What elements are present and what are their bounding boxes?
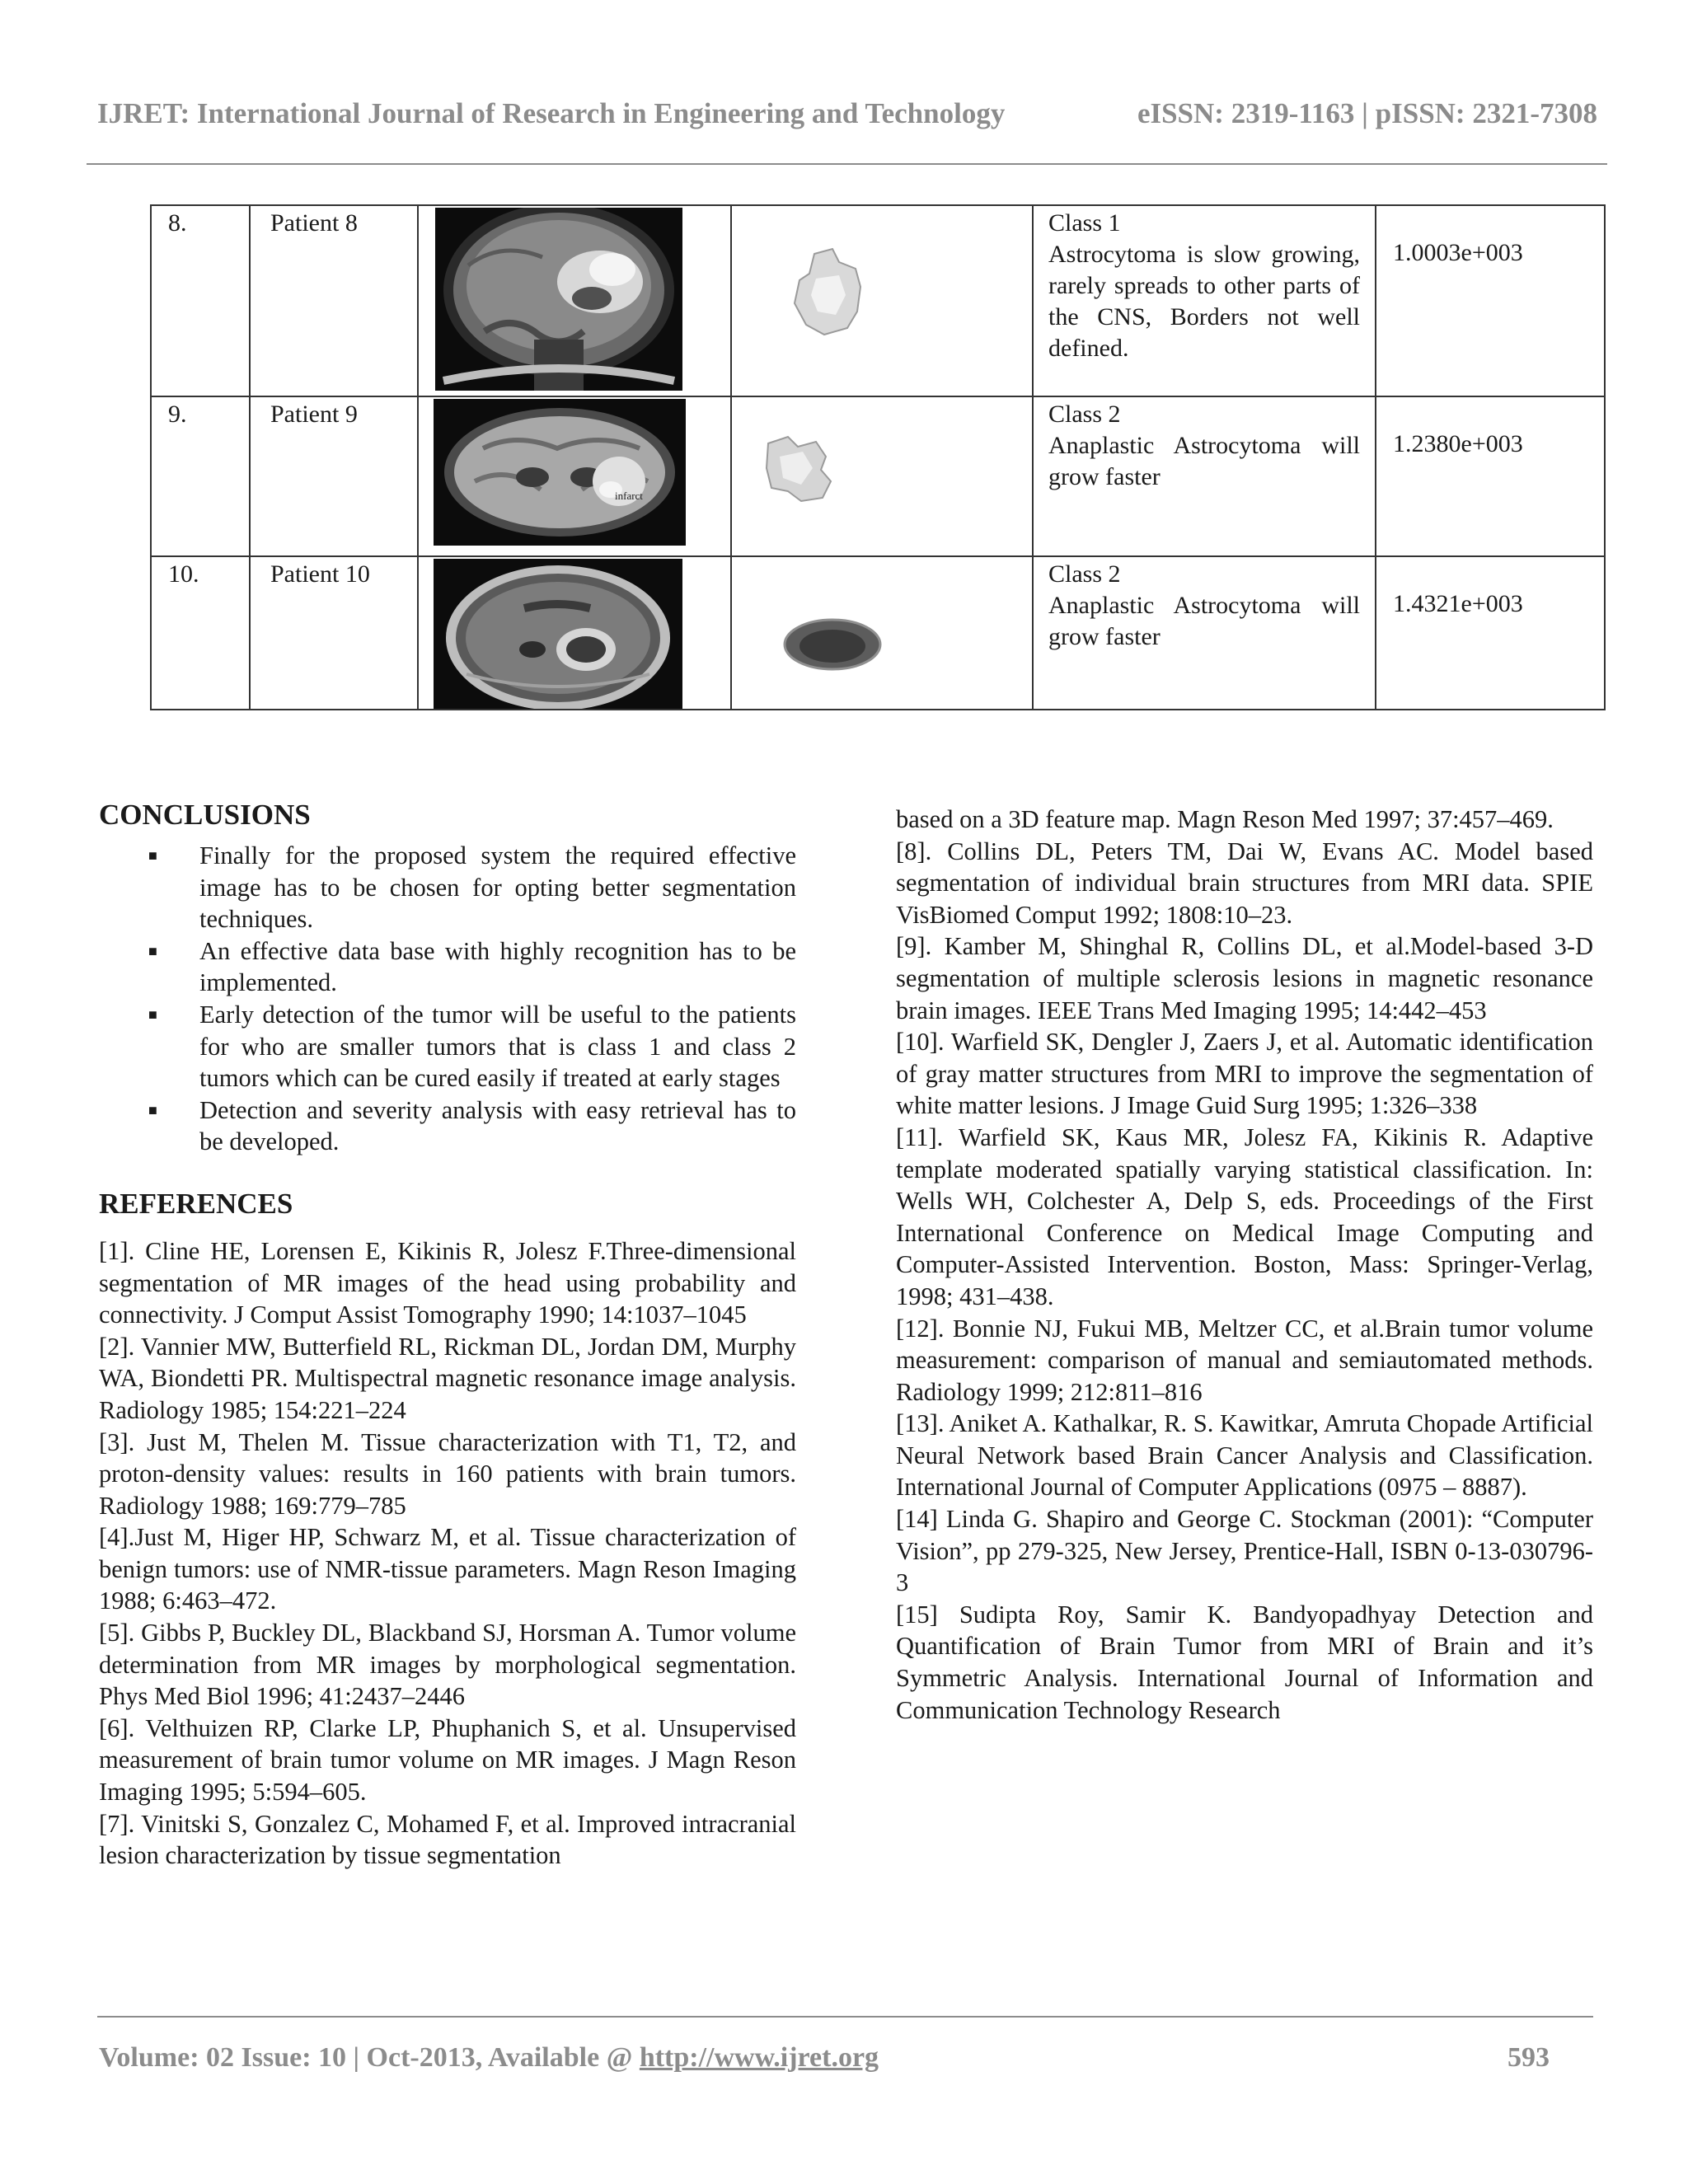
class-label: Class 2 (1048, 560, 1121, 588)
reference-item: [15] Sudipta Roy, Samir K. Bandyopadhyay Detection and Quantification of Brain Tumor from MRI of Brain and it’s Symmetric Analysis. International Journal of Information and Communication Technology Research (896, 1600, 1593, 1724)
row-number: 9. (151, 396, 250, 556)
reference-item: [5]. Gibbs P, Buckley DL, Blackband SJ, Horsman A. Tumor volume determination from MR images by morphological segmentation. Phys Med Biol 1996; 41:2437–2446 (99, 1619, 796, 1711)
reference-item: based on a 3D feature map. Magn Reson Med 1997; 37:457–469. (896, 805, 1554, 833)
row-number: 10. (151, 556, 250, 710)
class-label: Class 2 (1048, 401, 1121, 428)
bullet-icon: ■ (148, 1005, 157, 1023)
mri-overlay-label: infarct (615, 490, 643, 502)
mri-image (434, 559, 682, 709)
reference-item: [10]. Warfield SK, Dengler J, Zaers J, et al. Automatic identification of gray matter structures from MRI to improve the segmentation of white matter lesions. J Image Guid Surg 1995; 1:326–338 (896, 1028, 1593, 1120)
tumor-description (1033, 396, 1376, 556)
conclusions-list (99, 840, 796, 1158)
list-item (99, 840, 796, 935)
mri-cell (418, 396, 731, 556)
footer-divider (97, 2016, 1593, 2018)
list-item (99, 999, 796, 1094)
reference-item: [4].Just M, Higer HP, Schwarz M, et al. Tissue characterization of benign tumors: use of NMR-tissue parameters. Magn Reson Imaging 1988; 6:463–472. (99, 1523, 796, 1615)
reference-item: [7]. Vinitski S, Gonzalez C, Mohamed F, et al. Improved intracranial lesion characterization by tissue segmentation (99, 1809, 796, 1870)
tumor-value: 1.0003e+003 (1376, 205, 1605, 396)
tumor-segment-image (781, 246, 872, 344)
list-item (99, 935, 796, 999)
segmentation-cell (731, 556, 1033, 710)
list-item (99, 1094, 796, 1158)
left-column (99, 797, 796, 1872)
reference-item: [13]. Aniket A. Kathalkar, R. S. Kawitkar, Amruta Chopade Artificial Neural Network based Brain Cancer Analysis and Classification. International Journal of Computer Applications (0975 – 8887). (896, 1409, 1593, 1502)
bullet-text: Detection and severity analysis with easy retrieval has to be developed. (199, 1095, 796, 1156)
reference-item: [9]. Kamber M, Shinghal R, Collins DL, et al.Model-based 3-D segmentation of multiple sclerosis lesions in magnetic resonance brain images. IEEE Trans Med Imaging 1995; 14:442–453 (896, 932, 1593, 1024)
mri-cell (418, 205, 731, 396)
footer-volume-info (99, 2042, 879, 2074)
journal-issn: eISSN: 2319-1163 | pISSN: 2321-7308 (1137, 97, 1597, 129)
results-table (150, 204, 1606, 710)
journal-title: IJRET: International Journal of Research in Engineering and Technology (97, 97, 1006, 129)
bullet-icon: ■ (148, 1101, 157, 1118)
row-number: 8. (151, 205, 250, 396)
class-description: Anaplastic Astrocytoma will grow faster (1048, 592, 1360, 650)
page-number: 593 (1507, 2042, 1550, 2073)
tumor-description (1033, 205, 1376, 396)
bullet-text: An effective data base with highly recognition has to be implemented. (199, 936, 796, 997)
reference-item: [3]. Just M, Thelen M. Tissue characterization with T1, T2, and proton-density values: results in 160 patients with brain tumors. Radiology 1988; 169:779–785 (99, 1427, 796, 1520)
right-column (896, 804, 1593, 1726)
segmentation-cell (731, 205, 1033, 396)
reference-item: [8]. Collins DL, Peters TM, Dai W, Evans AC. Model based segmentation of individual brain structures from MRI data. SPIE VisBiomed Comput 1992; 1808:10–23. (896, 837, 1593, 929)
mri-axial-scan (434, 399, 686, 546)
class-label: Class 1 (1048, 209, 1121, 237)
table-row (151, 205, 1605, 396)
tumor-segment-image (781, 616, 889, 674)
mri-coronal-scan (435, 208, 682, 391)
table-row (151, 396, 1605, 556)
references-list-left (99, 1235, 796, 1872)
conclusions-heading: CONCLUSIONS (99, 799, 311, 831)
reference-item: [6]. Velthuizen RP, Clarke LP, Phuphanich S, et al. Unsupervised measurement of brain tumor volume on MR images. J Magn Reson Imaging 1995; 5:594–605. (99, 1713, 796, 1807)
tumor-description (1033, 556, 1376, 710)
footer-volume-text: Volume: 02 Issue: 10 | Oct-2013, Available @ (99, 2042, 640, 2073)
bullet-icon: ■ (148, 942, 157, 959)
bullet-text: Early detection of the tumor will be useful to the patients for who are smaller tumors that is class 1 and class 2 tumors which can be cured easily if treated at early stages (199, 1000, 796, 1093)
patient-name: Patient 10 (250, 556, 418, 710)
header-divider (87, 163, 1607, 165)
bullet-text: Finally for the proposed system the required effective image has to be chosen for opting better segmentation techniques. (199, 841, 796, 934)
mri-cell (418, 556, 731, 710)
reference-item: [11]. Warfield SK, Kaus MR, Jolesz FA, Kikinis R. Adaptive template moderated spatially varying statistical classification. In: Wells WH, Colchester A, Delp S, eds. Proceedings of the First International Conference on Medical Image Computing and Computer-Assisted Intervention. Boston, Mass: Springer-Verlag, 1998; 431–438. (896, 1122, 1593, 1310)
patient-name: Patient 9 (250, 396, 418, 556)
page-footer (99, 2042, 1550, 2074)
mri-axial-scan (434, 559, 682, 709)
mri-image (435, 208, 682, 391)
table-row (151, 556, 1605, 710)
journal-url-link[interactable]: http://www.ijret.org (639, 2042, 879, 2073)
tumor-value: 1.4321e+003 (1376, 556, 1605, 710)
reference-item: [14] Linda G. Shapiro and George C. Stockman (2001): “Computer Vision”, pp 279-325, New Jersey, Prentice-Hall, ISBN 0-13-030796-3 (896, 1505, 1593, 1597)
bullet-icon: ■ (148, 847, 157, 864)
reference-item: [12]. Bonnie NJ, Fukui MB, Meltzer CC, et al.Brain tumor volume measurement: comparison of manual and semiautomated methods. Radiology 1999; 212:811–816 (896, 1314, 1593, 1406)
references-heading: REFERENCES (99, 1187, 293, 1220)
journal-header (97, 97, 1597, 130)
tumor-segment-image (755, 427, 846, 509)
reference-item: [1]. Cline HE, Lorensen E, Kikinis R, Jolesz F.Three-dimensional segmentation of MR images of the head using probability and connectivity. J Comput Assist Tomography 1990; 14:1037–1045 (99, 1236, 796, 1329)
segmentation-cell (731, 396, 1033, 556)
tumor-value: 1.2380e+003 (1376, 396, 1605, 556)
class-description: Astrocytoma is slow growing, rarely spreads to other parts of the CNS, Borders not well defined. (1048, 241, 1360, 362)
class-description: Anaplastic Astrocytoma will grow faster (1048, 432, 1360, 490)
reference-item: [2]. Vannier MW, Butterfield RL, Rickman DL, Jordan DM, Murphy WA, Biondetti PR. Multispectral magnetic resonance image analysis. Radiology 1985; 154:221–224 (99, 1332, 796, 1424)
mri-image (434, 399, 686, 546)
patient-name: Patient 8 (250, 205, 418, 396)
